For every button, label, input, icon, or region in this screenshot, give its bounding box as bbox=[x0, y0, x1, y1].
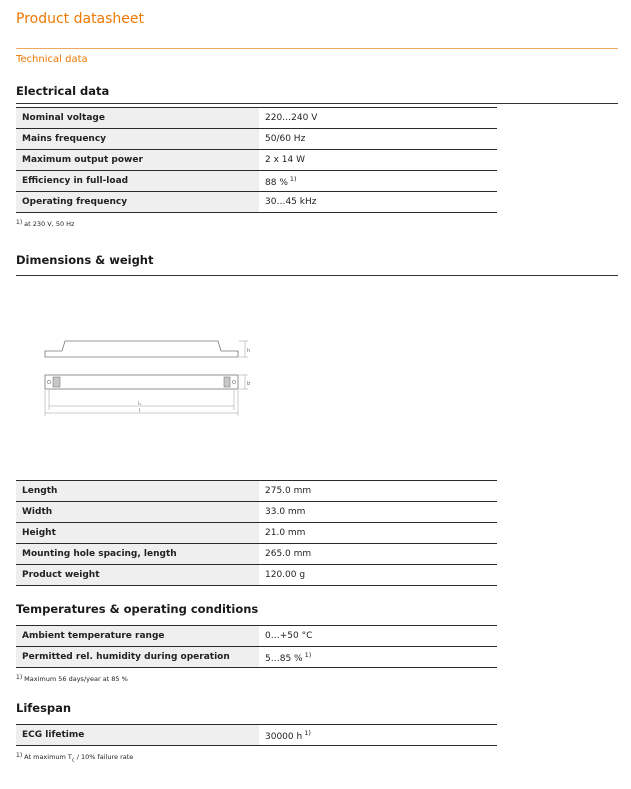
footnote-ref: 1) bbox=[304, 650, 312, 659]
footnote-lifespan bbox=[16, 753, 133, 763]
section-rule-electrical bbox=[16, 103, 618, 104]
electrical-data-table bbox=[16, 107, 497, 213]
footnote-ref: 1) bbox=[289, 174, 297, 183]
table-row bbox=[16, 565, 497, 586]
spec-value-cell bbox=[259, 647, 497, 668]
spec-value: 265.0 mm bbox=[259, 544, 497, 565]
spec-value-cell bbox=[259, 626, 497, 647]
spec-value-cell bbox=[259, 150, 497, 171]
spec-value: 120.00 g bbox=[259, 565, 497, 586]
spec-value: 88 % bbox=[265, 177, 288, 188]
spec-label: Operating frequency bbox=[16, 192, 259, 213]
temperatures-table bbox=[16, 625, 497, 668]
section-heading-temperatures: Temperatures & operating conditions bbox=[16, 602, 259, 616]
spec-value: 30000 h bbox=[265, 731, 303, 742]
spec-label: Length bbox=[16, 481, 259, 502]
table-row bbox=[16, 481, 497, 502]
header-divider bbox=[16, 48, 618, 49]
spec-value: 275.0 mm bbox=[259, 481, 497, 502]
section-heading-lifespan: Lifespan bbox=[16, 701, 72, 715]
footnote-ref: 1) bbox=[304, 728, 311, 737]
footnote-text: Maximum 56 days/year at 85 % bbox=[24, 675, 128, 683]
dimension-drawing bbox=[40, 330, 255, 422]
spec-label: Mains frequency bbox=[16, 129, 259, 150]
footnote-text: at 230 V, 50 Hz bbox=[24, 220, 75, 228]
spec-value: 21.0 mm bbox=[259, 523, 497, 544]
table-row bbox=[16, 647, 497, 668]
footnote-mark: 1) bbox=[16, 219, 23, 226]
table-row bbox=[16, 502, 497, 523]
footnote-text-pre: At maximum T bbox=[24, 753, 72, 761]
table-row bbox=[16, 171, 497, 192]
footnote-electrical bbox=[16, 220, 74, 228]
dimension-label-b: b bbox=[247, 381, 251, 387]
section-heading-dimensions: Dimensions & weight bbox=[16, 253, 154, 267]
table-row bbox=[16, 192, 497, 213]
footnote-mark: 1) bbox=[16, 674, 23, 681]
table-row bbox=[16, 544, 497, 565]
page-subtitle: Technical data bbox=[16, 54, 88, 65]
footnote-temperatures bbox=[16, 675, 128, 683]
footnote-subscript: c bbox=[71, 757, 75, 764]
section-rule-dimensions bbox=[16, 275, 618, 276]
spec-label: Ambient temperature range bbox=[16, 626, 259, 647]
spec-value-cell bbox=[259, 192, 497, 213]
table-row bbox=[16, 150, 497, 171]
spec-value: 33.0 mm bbox=[259, 502, 497, 523]
table-row bbox=[16, 129, 497, 150]
spec-label: Permitted rel. humidity during operation bbox=[16, 647, 259, 668]
spec-value-cell bbox=[259, 108, 497, 129]
spec-value: 0…+50 °C bbox=[265, 631, 313, 641]
footnote-text-post: / 10% failure rate bbox=[74, 753, 134, 761]
section-heading-electrical: Electrical data bbox=[16, 84, 110, 98]
table-row bbox=[16, 626, 497, 647]
table-row bbox=[16, 725, 497, 746]
spec-value: 30…45 kHz bbox=[265, 197, 317, 207]
spec-label: Mounting hole spacing, length bbox=[16, 544, 259, 565]
spec-label: Maximum output power bbox=[16, 150, 259, 171]
footnote-mark: 1) bbox=[16, 752, 23, 759]
spec-label: ECG lifetime bbox=[16, 725, 259, 746]
dimension-label-l: l bbox=[139, 408, 141, 414]
spec-label: Height bbox=[16, 523, 259, 544]
table-row bbox=[16, 523, 497, 544]
lifespan-table bbox=[16, 724, 497, 746]
spec-label: Product weight bbox=[16, 565, 259, 586]
table-row bbox=[16, 108, 497, 129]
dimension-label-l1: l₁ bbox=[138, 401, 142, 407]
spec-label: Nominal voltage bbox=[16, 108, 259, 129]
spec-value-cell bbox=[259, 129, 497, 150]
spec-value: 220…240 V bbox=[265, 113, 318, 123]
page-title: Product datasheet bbox=[16, 11, 145, 27]
spec-label: Efficiency in full-load bbox=[16, 171, 259, 192]
spec-label: Width bbox=[16, 502, 259, 523]
spec-value: 5…85 % bbox=[265, 653, 303, 664]
spec-value-cell bbox=[259, 725, 497, 746]
spec-value: 2 x 14 W bbox=[265, 155, 305, 165]
spec-value: 50/60 Hz bbox=[265, 134, 306, 144]
dimensions-table bbox=[16, 480, 497, 586]
dimension-label-h: h bbox=[247, 348, 251, 354]
spec-value-cell bbox=[259, 171, 497, 192]
